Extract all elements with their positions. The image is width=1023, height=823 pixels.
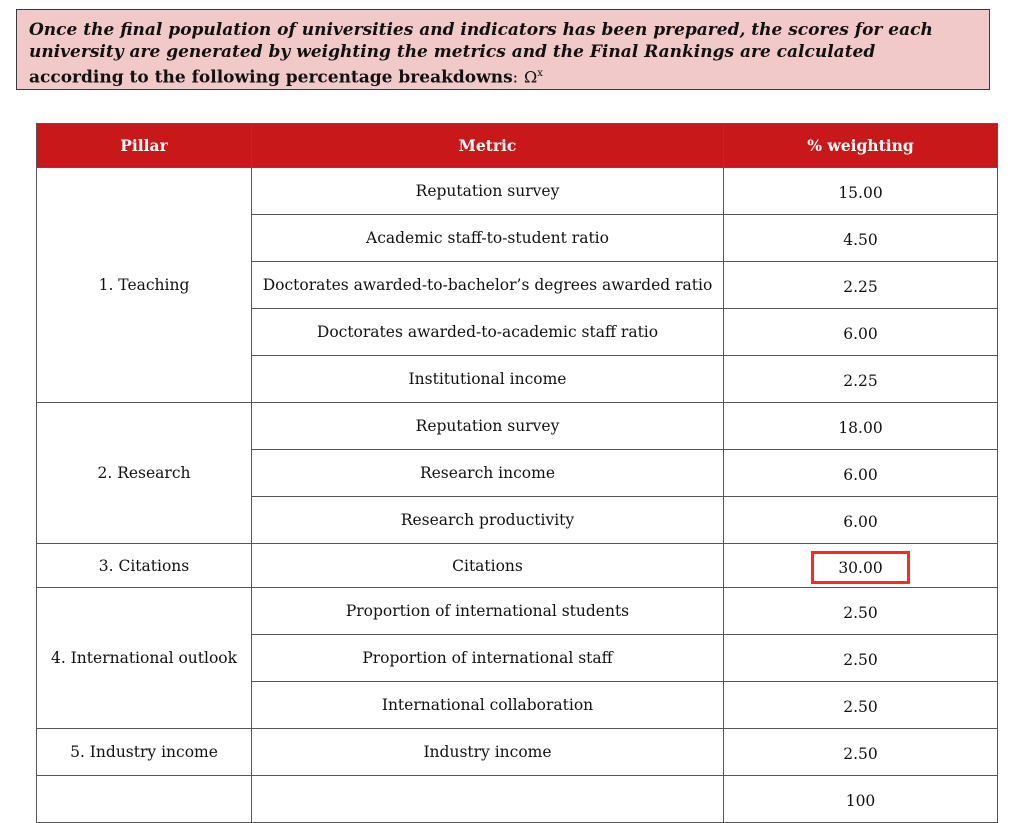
highlight-box: 30.00 — [811, 551, 909, 584]
weight-cell: 2.50 — [724, 588, 998, 635]
table-row — [37, 588, 998, 635]
metric-cell: Academic staff-to-student ratio — [252, 215, 724, 262]
total-empty-pillar — [37, 776, 252, 823]
weight-cell: 6.00 — [724, 497, 998, 544]
omega-symbol: Ω — [523, 67, 538, 87]
total-row — [37, 776, 998, 823]
weight-cell: 2.50 — [724, 729, 998, 776]
header-metric: Metric — [252, 124, 724, 168]
weight-cell: 2.50 — [724, 682, 998, 729]
metric-cell: Proportion of international staff — [252, 635, 724, 682]
table-row — [37, 168, 998, 215]
omega-superscript: x — [537, 68, 543, 79]
weight-cell: 6.00 — [724, 450, 998, 497]
metric-cell: Reputation survey — [252, 168, 724, 215]
weight-cell: 2.50 — [724, 635, 998, 682]
weight-cell: 4.50 — [724, 215, 998, 262]
intro-colon: : — [512, 67, 519, 87]
table-row — [37, 403, 998, 450]
total-empty-metric — [252, 776, 724, 823]
intro-text-italic: Once the final population of universities and indicators has been prepared, the scores for each university are generated by weighting the metrics and the Final Rankings are calculated — [29, 20, 933, 62]
pillar-citations: 3. Citations — [37, 544, 252, 588]
metric-cell: Citations — [252, 544, 724, 588]
weight-cell: 15.00 — [724, 168, 998, 215]
metric-cell: International collaboration — [252, 682, 724, 729]
metric-cell: Research productivity — [252, 497, 724, 544]
total-value: 100 — [724, 776, 998, 823]
metric-cell: Doctorates awarded-to-bachelor’s degrees awarded ratio — [252, 262, 724, 309]
weight-cell: 2.25 — [724, 356, 998, 403]
weight-cell: 2.25 — [724, 262, 998, 309]
weight-cell-highlighted — [724, 544, 998, 588]
pillar-research: 2. Research — [37, 403, 252, 544]
metric-cell: Institutional income — [252, 356, 724, 403]
metric-cell: Doctorates awarded-to-academic staff ratio — [252, 309, 724, 356]
intro-text-plain: according to the following percentage breakdowns — [29, 67, 513, 88]
header-weighting: % weighting — [724, 124, 998, 168]
metric-cell: Industry income — [252, 729, 724, 776]
metric-cell: Proportion of international students — [252, 588, 724, 635]
intro-callout — [16, 9, 990, 90]
pillar-international-outlook: 4. International outlook — [37, 588, 252, 729]
pillar-industry-income: 5. Industry income — [37, 729, 252, 776]
pillar-teaching: 1. Teaching — [37, 168, 252, 403]
weight-cell: 18.00 — [724, 403, 998, 450]
metric-cell: Reputation survey — [252, 403, 724, 450]
header-row — [37, 124, 998, 168]
weighting-table — [36, 123, 998, 823]
header-pillar: Pillar — [37, 124, 252, 168]
table-row — [37, 544, 998, 588]
table-row — [37, 729, 998, 776]
metric-cell: Research income — [252, 450, 724, 497]
weight-cell: 6.00 — [724, 309, 998, 356]
